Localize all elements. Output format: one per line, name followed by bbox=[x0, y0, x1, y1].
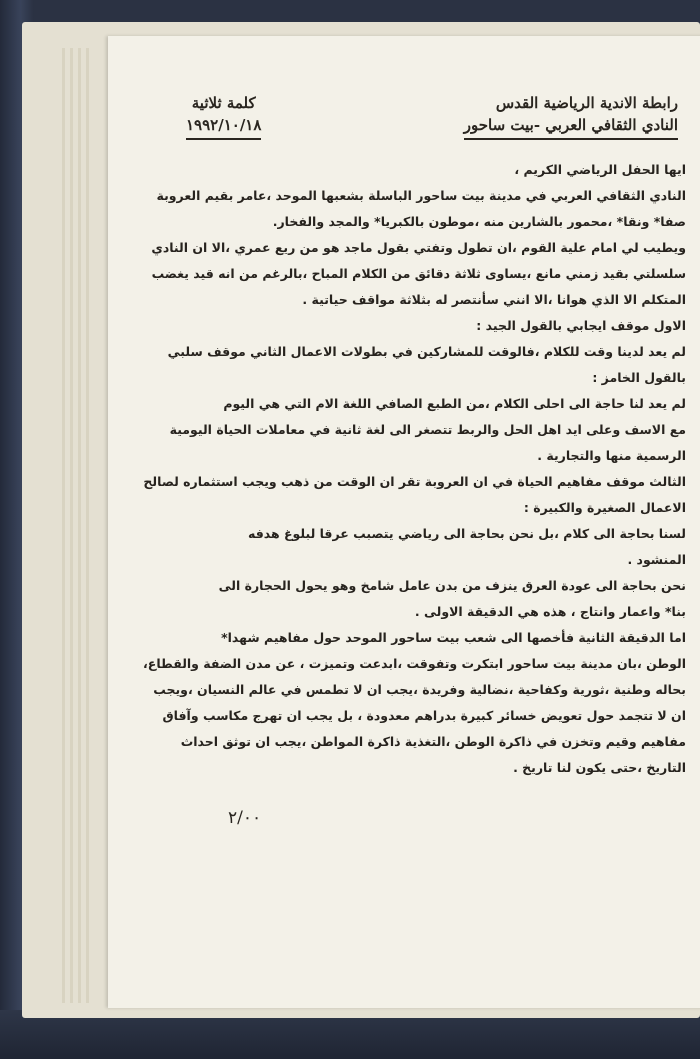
sheet-edge bbox=[78, 48, 81, 1003]
text-line: ان لا تتجمد حول تعويض خسائر كبيرة بدراهم معدودة ، بل يجب ان تهرج مكاسب وآفاق bbox=[162, 708, 686, 723]
text-line: بنا* واعمار وانتاج ، هذه هي الدقيقة الاولى . bbox=[414, 604, 686, 619]
paper-stack bbox=[22, 22, 700, 1018]
text-line: الثالث موقف مفاهيم الحياة في ان العروبة تقر ان الوقت من ذهب ويجب استثماره لصالح bbox=[143, 474, 686, 489]
sheet-edge bbox=[70, 48, 73, 1003]
sheet-edge bbox=[86, 48, 89, 1003]
text-line: صفا* ونقا* ،محمور بالشارين منه ،موطون بالكبريا* والمجد والفخار. bbox=[272, 214, 686, 229]
text-line: بحاله وطنية ،ثورية وكفاحية ،نضالية وفريدة ،يجب ان لا تطمس في عالم النسيان ،ويجب bbox=[153, 682, 686, 697]
text-line: ايها الحفل الرياضي الكريم ، bbox=[514, 162, 686, 177]
organization-name: رابطة الاندية الرياضية القدس bbox=[495, 94, 678, 112]
text-line: نحن بحاجة الى عودة العرق ينزف من بدن عامل شامخ وهو يحول الحجارة الى bbox=[218, 578, 686, 593]
document-type: كلمة ثلاثية bbox=[191, 94, 256, 112]
text-line: التاريخ ،حتى يكون لنا تاريخ . bbox=[513, 760, 686, 775]
page-content bbox=[138, 92, 694, 828]
text-line: سلسلتي بقيد زمني مانع ،يساوى ثلاثة دقائق من الكلام المباح ،بالرغم من انه قيد يغضب bbox=[151, 266, 686, 281]
text-line: الاول موقف ايجابي بالقول الجيد : bbox=[476, 318, 686, 333]
letterhead bbox=[138, 92, 694, 157]
text-line: المنشود . bbox=[627, 552, 686, 567]
text-line: المتكلم الا الذي هوانا ،الا انني سأنتصر له بثلاثة مواقف حياتية . bbox=[302, 292, 686, 307]
document-date: ١٩٩٢/١٠/١٨ bbox=[186, 114, 261, 140]
text-line: ويطيب لي امام علية القوم ،ان تطول وتفتي بقول ماجد هو من ريع عمري ،الا ان النادي bbox=[151, 240, 686, 255]
speech-text bbox=[138, 157, 694, 781]
text-line: الاعمال الصغيرة والكبيرة : bbox=[523, 500, 686, 515]
text-line: مع الاسف وعلى ايد اهل الحل والربط تتصغر الى لغة ثانية في معاملات الحياة اليومية bbox=[169, 422, 686, 437]
document-page bbox=[108, 36, 700, 1008]
text-line: مفاهيم وقيم وتخزن في ذاكرة الوطن ،التغذية ذاكرة المواطن ،يجب ان توثق احداث bbox=[180, 734, 686, 749]
sheet-edge bbox=[62, 48, 65, 1003]
text-line: لم يعد لنا حاجة الى احلى الكلام ،من الطبع الصافي اللغة الام التي هي اليوم bbox=[223, 396, 686, 411]
text-line: لم يعد لدينا وقت للكلام ،فالوقت للمشاركين في بطولات الاعمال الثاني موقف سلبي bbox=[167, 344, 686, 359]
text-line: الوطن ،بان مدينة بيت ساحور ابتكرت وتفوقت ،ابدعت وتميزت ، عن مدن الضفة والقطاع، bbox=[143, 656, 686, 671]
text-line: بالقول الخامز : bbox=[592, 370, 686, 385]
text-line: اما الدقيقة الثانية فأخصها الى شعب بيت ساحور الموحد حول مفاهيم شهدا* bbox=[221, 630, 686, 645]
page-number: ٢/٠٠ bbox=[228, 808, 262, 828]
organization-block bbox=[464, 92, 678, 140]
document-info-block bbox=[186, 92, 261, 140]
club-name: النادي الثقافي العربي -بيت ساحور bbox=[464, 114, 678, 140]
text-line: النادي الثقافي العربي في مدينة بيت ساحور الباسلة بشعبها الموحد ،عامر بقيم العروبة bbox=[156, 188, 686, 203]
text-line: لسنا بحاجة الى كلام ،بل نحن بحاجة الى رياضي يتصبب عرقا لبلوغ هدفه bbox=[247, 526, 686, 541]
text-line: الرسمية منها والتجارية . bbox=[537, 448, 686, 463]
